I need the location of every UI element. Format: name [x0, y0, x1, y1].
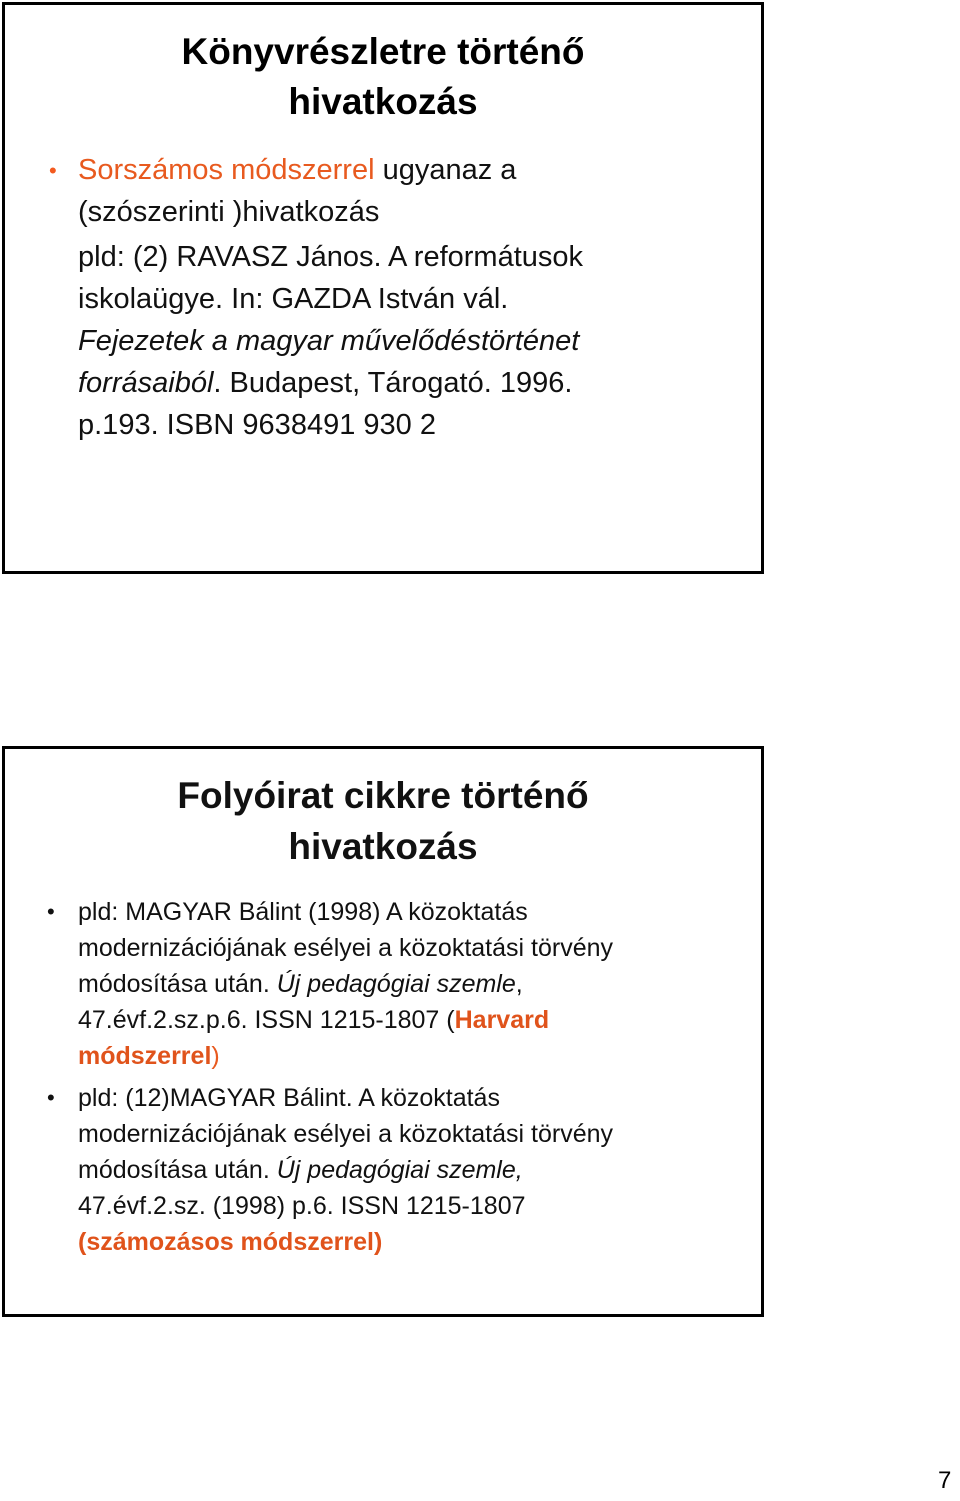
slide-title	[5, 5, 761, 127]
text-line: (szószerinti )hivatkozás	[78, 196, 380, 228]
method-label: Harvard	[454, 1006, 550, 1034]
slide-book-chapter	[2, 2, 764, 574]
text-line: 47.évf.2.sz. (1998) p.6. ISSN 1215-1807	[78, 1192, 526, 1220]
text-line: Sorszámos módszerrel ugyanaz a	[78, 154, 517, 186]
book-title-end: forrásaiból	[78, 367, 214, 399]
text-line: p.193. ISBN 9638491 930 2	[78, 409, 436, 441]
list-item	[47, 1080, 741, 1260]
text-line: modernizációjának esélyei a közoktatási törvény	[78, 1120, 613, 1148]
page-number: 7	[938, 1467, 952, 1494]
text-line: 47.évf.2.sz.p.6. ISSN 1215-1807 (Harvard	[78, 1006, 550, 1034]
text-line: módszerrel)	[78, 1042, 220, 1070]
title-line-2: hivatkozás	[288, 81, 478, 122]
list-item	[47, 894, 741, 1074]
slide-title	[5, 749, 761, 872]
text-line: modernizációjának esélyei a közoktatási törvény	[78, 934, 613, 962]
bullet-list	[5, 149, 761, 446]
text-line: módosítása után. Új pedagógiai szemle,	[78, 1156, 523, 1184]
slide-journal-article	[2, 746, 764, 1317]
list-item	[49, 149, 741, 446]
method-label: módszerrel	[78, 1042, 212, 1070]
method-label: (számozásos módszerrel)	[78, 1228, 383, 1256]
title-line-2: hivatkozás	[288, 826, 478, 867]
text-line: iskolaügye. In: GAZDA István vál.	[78, 283, 509, 315]
title-line-1: Könyvrészletre történő	[181, 31, 585, 72]
text-line: pld: (12)MAGYAR Bálint. A közoktatás	[78, 1084, 500, 1112]
bullet-dot-icon: •	[49, 158, 57, 183]
bullet-dot-icon: •	[47, 1085, 55, 1110]
bullet-list	[5, 894, 761, 1260]
method-label: Sorszámos módszerrel	[78, 154, 375, 186]
bullet-dot-icon: •	[47, 899, 55, 924]
journal-title: Új pedagógiai szemle,	[276, 1156, 523, 1184]
text-line: pld: MAGYAR Bálint (1998) A közoktatás	[78, 898, 528, 926]
text-line: forrásaiból. Budapest, Tárogató. 1996.	[78, 367, 573, 399]
text-line: pld: (2) RAVASZ János. A reformátusok	[78, 241, 584, 273]
journal-title: Új pedagógiai szemle	[276, 970, 516, 998]
text-line: módosítása után. Új pedagógiai szemle,	[78, 970, 523, 998]
book-title: Fejezetek a magyar művelődéstörténet	[78, 325, 580, 357]
title-line-1: Folyóirat cikkre történő	[177, 775, 589, 816]
